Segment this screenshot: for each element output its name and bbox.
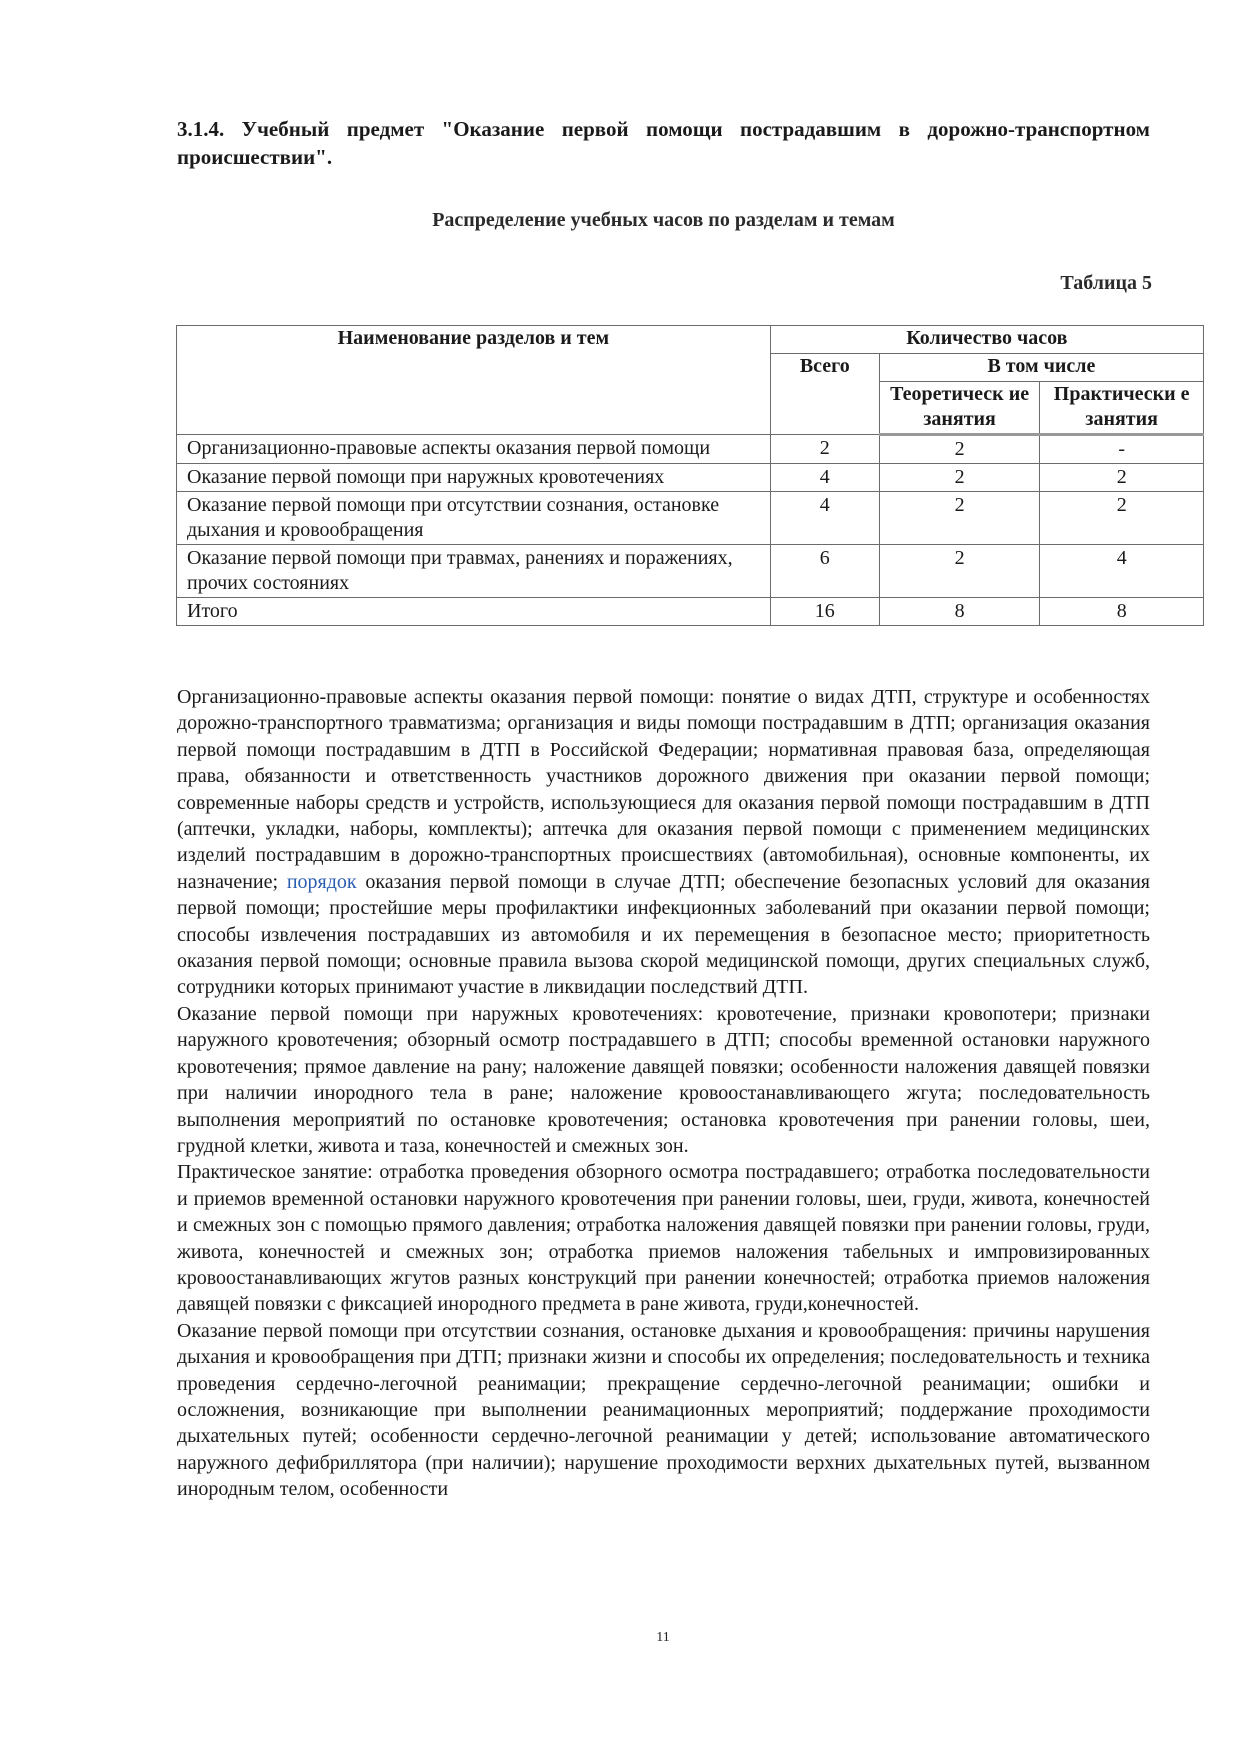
row-theory: 2 <box>879 492 1040 545</box>
header-section-name: Наименование разделов и тем <box>177 326 771 435</box>
paragraph-text: оказания первой помощи в случае ДТП; обеспечение безопасных условий для оказания первой помощи; простейшие меры профилактики инфекционных заболеваний при оказании первой помощи; способы извлечения пострадавших из автомобиля и их перемещения в безопасное место; приоритетность оказания первой помощи; основные правила вызова скорой медицинской помощи, других специальных служб, сотрудники которых принимают участие в ликвидации последствий ДТП. <box>177 870 1150 999</box>
table-number-label: Таблица 5 <box>1060 272 1152 294</box>
page-number: 11 <box>656 1630 670 1645</box>
row-practice: 2 <box>1040 464 1204 492</box>
row-practice: 8 <box>1040 598 1204 626</box>
row-name: Итого <box>177 598 771 626</box>
table-row <box>177 435 1204 464</box>
row-total: 4 <box>770 464 879 492</box>
section-heading: 3.1.4. Учебный предмет "Оказание первой помощи пострадавшим в дорожно-транспортном происшествии". <box>177 117 1150 169</box>
paragraph-text: Организационно-правовые аспекты оказания первой помощи: понятие о видах ДТП, структуре и особенностях дорожно-транспортного травматизма; организация и виды помощи пострадавшим в ДТП; организация оказания первой помощи пострадавшим в ДТП в Российской Федерации; нормативная правовая база, определяющая права, обязанности и ответственность участников дорожного движения при оказании первой помощи; современные наборы средств и устройств, использующиеся для оказания первой помощи пострадавшим в ДТП (аптечки, укладки, наборы, комплекты); аптечка для оказания первой помощи с применением медицинских изделий пострадавшим в дорожно-транспортных происшествиях (автомобильная), основные компоненты, их назначение; <box>177 686 1150 893</box>
header-practice: Практически е занятия <box>1040 382 1204 435</box>
header-including: В том числе <box>879 354 1203 382</box>
paragraph-resuscitation: Оказание первой помощи при отсутствии сознания, остановке дыхания и кровообращения: причины нарушения дыхания и кровообращения при ДТП; признаки жизни и способы их определения; последовательность и техника проведения сердечно-легочной реанимации; прекращение сердечно-легочной реанимации; ошибки и осложнения, возникающие при выполнении реанимационных мероприятий; поддержание проходимости дыхательных путей; особенности сердечно-легочной реанимации у детей; использование автоматического наружного дефибриллятора (при наличии); нарушение проходимости верхних дыхательных путей, вызванном инородным телом, особенности <box>177 1319 1150 1501</box>
row-theory: 2 <box>879 435 1040 464</box>
header-total: Всего <box>770 354 879 435</box>
header-theory: Теоретическ ие занятия <box>879 382 1040 435</box>
hours-distribution-table <box>176 325 1204 626</box>
table-caption: Распределение учебных часов по разделам и темам <box>432 209 895 231</box>
procedure-link[interactable]: порядок <box>286 870 357 893</box>
paragraph-practical: Практическое занятие: отработка проведения обзорного осмотра пострадавшего; отработка последовательности и приемов временной остановки наружного кровотечения при ранении головы, шеи, груди, живота, конечностей и смежных зон с помощью прямого давления; отработка наложения давящей повязки при ранении головы, груди, живота, конечностей и смежных зон; отработка приемов наложения табельных и импровизированных кровоостанавливающих жгутов разных конструкций при ранении конечностей; отработка приемов наложения давящей повязки с фиксацией инородного предмета в ране живота, груди,конечностей. <box>177 1161 1150 1316</box>
table-row <box>177 545 1204 598</box>
table-row <box>177 492 1204 545</box>
header-hours: Количество часов <box>770 326 1203 354</box>
row-total: 6 <box>770 545 879 598</box>
row-practice: 2 <box>1040 492 1204 545</box>
row-name: Оказание первой помощи при отсутствии сознания, остановке дыхания и кровообращения <box>177 492 771 545</box>
row-name: Оказание первой помощи при травмах, ранениях и поражениях, прочих состояниях <box>177 545 771 598</box>
table-row <box>177 464 1204 492</box>
row-name: Оказание первой помощи при наружных кровотечениях <box>177 464 771 492</box>
row-theory: 2 <box>879 464 1040 492</box>
table-total-row <box>177 598 1204 626</box>
row-total: 4 <box>770 492 879 545</box>
row-total: 16 <box>770 598 879 626</box>
body-text <box>177 684 1150 1503</box>
paragraph-legal-aspects <box>177 684 1150 1001</box>
row-theory: 2 <box>879 545 1040 598</box>
paragraph-bleeding: Оказание первой помощи при наружных кровотечениях: кровотечение, признаки кровопотери; признаки наружного кровотечения; обзорный осмотр пострадавшего в ДТП; способы временной остановки наружного кровотечения; прямое давление на рану; наложение давящей повязки; особенности наложения давящей повязки при наличии инородного тела в ране; наложение кровоостанавливающего жгута; последовательность выполнения мероприятий по остановке кровотечения; остановка кровотечения при ранении головы, шеи, грудной клетки, живота и таза, конечностей и смежных зон. <box>177 1002 1150 1157</box>
row-total: 2 <box>770 435 879 464</box>
row-practice: - <box>1040 435 1204 464</box>
row-name: Организационно-правовые аспекты оказания первой помощи <box>177 435 771 464</box>
row-practice: 4 <box>1040 545 1204 598</box>
row-theory: 8 <box>879 598 1040 626</box>
